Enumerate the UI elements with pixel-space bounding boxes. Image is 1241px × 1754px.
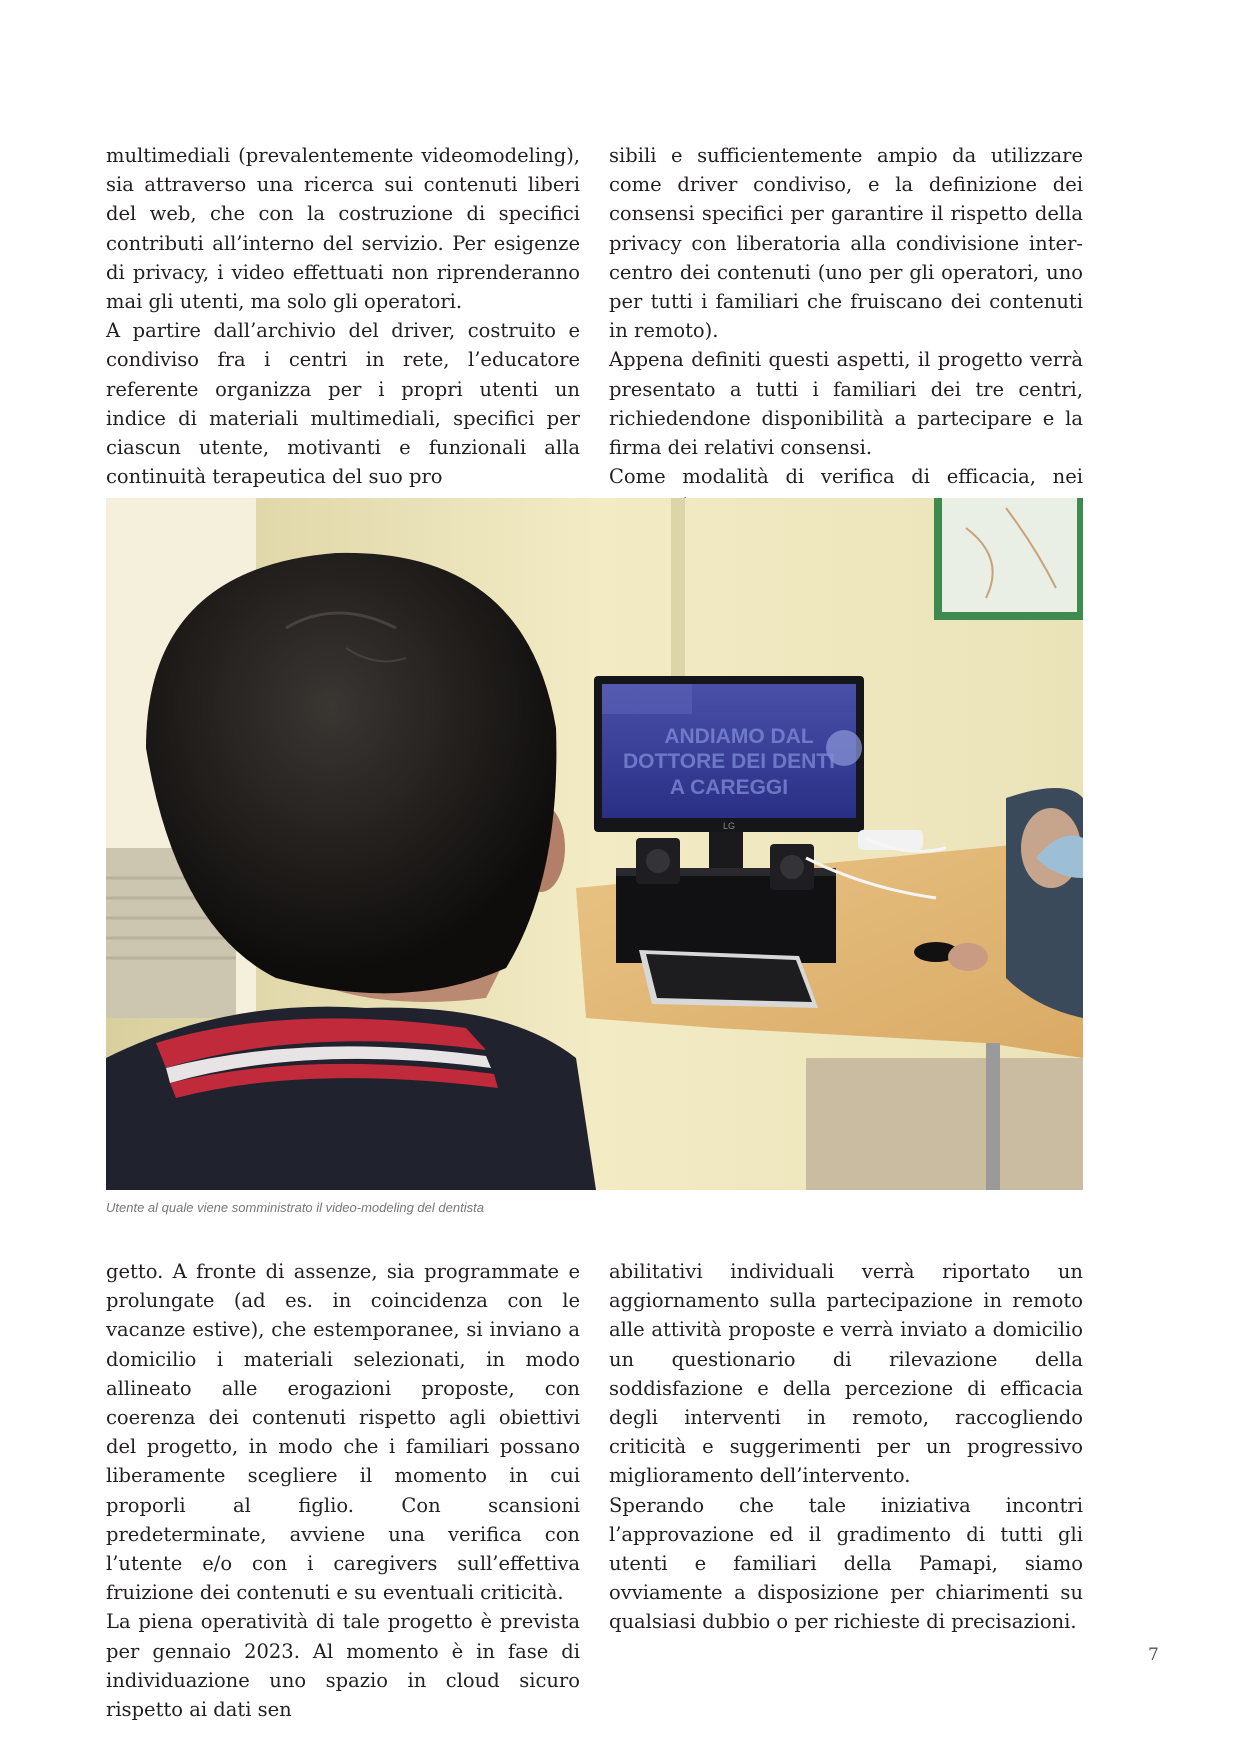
- paragraph: multimediali (prevalentemente videomodeling), sia attraverso una ricerca sui contenuti liberi del web, che con la costruzione di specifici contributi all’interno del servizio. Per esigenze di privacy, i video effettuati non riprenderanno mai gli utenti, ma solo gli operatori.: [106, 144, 580, 314]
- screen-text-line-2: DOTTORE DEI DENTI: [623, 750, 835, 773]
- text-column-bottom-right: [609, 1257, 1083, 1637]
- paragraph: Come modalità di verifica di efficacia, nei: [609, 465, 1083, 489]
- text-column-bottom-left: [106, 1257, 580, 1724]
- page-number: 7: [1148, 1645, 1159, 1665]
- photo-user-at-computer: [106, 498, 1083, 1190]
- paragraph: Sperando che tale iniziativa incontri l’approvazione ed il gradimento di tutti gli utenti e familiari della Pamapi, siamo ovviamente a disposizione per chiarimenti su qualsiasi dubbio o per richieste di precisazioni.: [609, 1493, 1083, 1634]
- paragraph: Appena definiti questi aspetti, il progetto verrà presentato a tutti i familiari dei tre centri, richiedendone disponibilità a partecipare e la firma dei relativi consensi.: [609, 348, 1083, 460]
- paragraph: sibili e sufficientemente ampio da utilizzare come driver condiviso, e la definizione dei consensi specifici per garantire il rispetto della privacy con liberatoria alla condivisione inter-centro dei contenuti (uno per gli operatori, uno per tutti i familiari che fruiscano dei contenuti in remoto).: [609, 144, 1083, 343]
- screen-text-line-3: A CAREGGI: [669, 776, 789, 799]
- text-column-top-left: [106, 141, 580, 491]
- paragraph: A partire dall’archivio del driver, costruito e condiviso fra i centri in rete, l’educatore referente organizza per i propri utenti un indice di materiali multimediali, specifici per ciascun utente, motivanti e funzionali alla continuità terapeutica del suo pro: [106, 319, 580, 489]
- photo-illustration: [106, 498, 1083, 1190]
- paragraph: getto. A fronte di assenze, sia programmate e prolungate (ad es. in coincidenza con le vacanze estive), che estemporanee, si inviano a domicilio i materiali selezionati, in modo allineato alle erogazioni proposte, con coerenza dei contenuti rispetto agli obiettivi del progetto, in modo che i familiari possano liberamente scegliere il momento in cui proporli al figlio. Con scansioni predeterminate, avviene una verifica con l’utente e/o con i caregivers sull’effettiva fruizione dei contenuti e su eventuali criticità.: [106, 1260, 580, 1605]
- paragraph: La piena operatività di tale progetto è prevista per gennaio 2023. Al momento è in fase di individuazione uno spazio in cloud sicuro rispetto ai dati sen: [106, 1610, 580, 1722]
- paragraph: abilitativi individuali verrà riportato un aggiornamento sulla partecipazione in remoto alle attività proposte e verrà inviato a domicilio un questionario di rilevazione della soddisfazione e della percezione di efficacia degli interventi in remoto, raccogliendo criticità e suggerimenti per un progressivo miglioramento dell’intervento.: [609, 1260, 1083, 1488]
- photo-caption: Utente al quale viene somministrato il video-modeling del dentista: [106, 1200, 484, 1215]
- monitor-brand: LG: [722, 821, 736, 831]
- screen-text-line-1: ANDIAMO DAL: [664, 725, 814, 748]
- text-column-top-right: [609, 141, 1083, 521]
